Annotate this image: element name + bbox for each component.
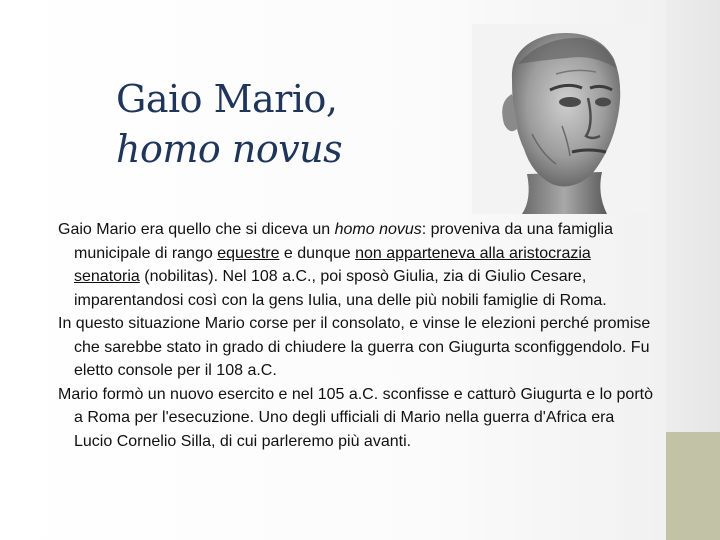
paragraph-1-underlined-phrase: non apparteneva alla aristocrazia senatoria: [74, 244, 591, 285]
title-line-2: homo novus: [116, 127, 343, 171]
paragraph-2: In questo situazione Mario corse per il consolato, e vinse le elezioni perché promise che sarebbe stato in grado di chiudere la guerra con Giugurta sconfiggendolo. Fu eletto console per il 108 a.C.: [58, 315, 651, 379]
paragraph-1-text-a: Gaio Mario era quello che si diceva un: [58, 221, 335, 238]
paragraph-1: [58, 218, 654, 312]
portrait-image: [472, 24, 649, 214]
right-accent-block: [666, 432, 720, 540]
paragraph-3: Mario formò un nuovo esercito e nel 105 a.C. sconfisse e catturò Giugurta e lo portò a Roma per l'esecuzione. Uno degli ufficiali di Mario nella guerra d'Africa era Lucio Cornelio Silla, di cui parleremo più avanti.: [58, 385, 653, 450]
title-line-1: Gaio Mario,: [116, 77, 338, 121]
bust-portrait-icon: [472, 24, 649, 214]
paragraph-1-text-b: : proveniva da una famiglia municipale di rango: [74, 221, 613, 262]
paragraph-1-underlined-equestre: equestre: [217, 244, 280, 262]
paragraph-1-text-c: e dunque: [279, 244, 356, 262]
body-text: [58, 218, 654, 453]
slide-title: [116, 74, 456, 174]
paragraph-1-text-d: (nobilitas). Nel 108 a.C., poi sposò Giulia, zia di Giulio Cesare, imparentandosi così con la gens Iulia, una delle più nobili famiglie di Roma.: [74, 268, 607, 309]
paragraph-1-italic-term: homo novus: [334, 221, 422, 238]
